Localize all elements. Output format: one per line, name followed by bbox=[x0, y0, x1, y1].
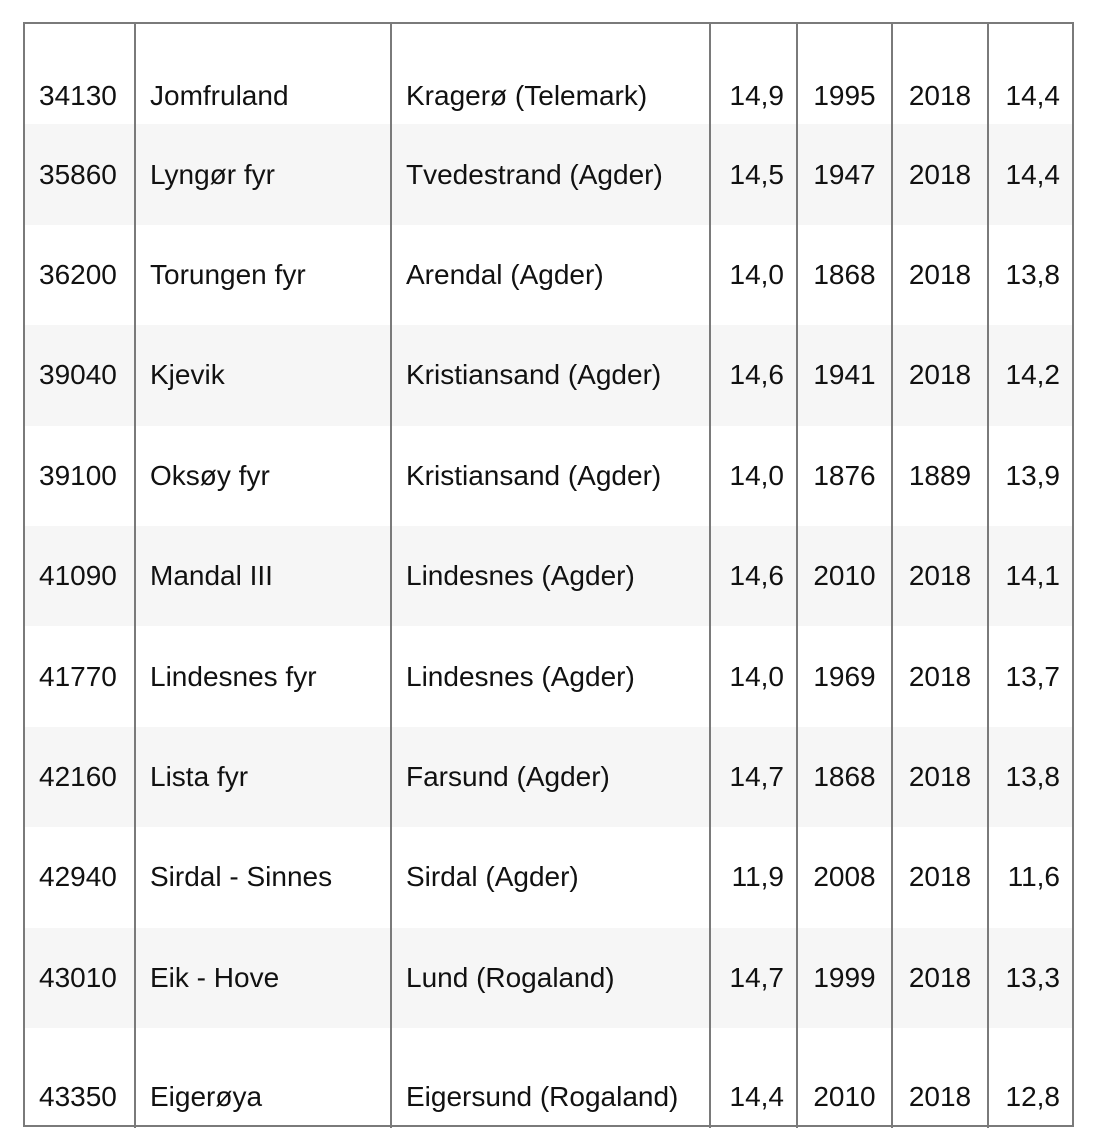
value-cell: 13,7 bbox=[988, 626, 1072, 726]
municipality-cell: Sirdal (Agder) bbox=[391, 827, 710, 927]
start-year-cell: 1969 bbox=[797, 626, 892, 726]
end-year-cell: 2018 bbox=[892, 727, 988, 827]
table-row bbox=[25, 1028, 1072, 1128]
station-name-cell: Lista fyr bbox=[135, 727, 391, 827]
municipality-cell: Kristiansand (Agder) bbox=[391, 325, 710, 425]
start-year-cell: 1868 bbox=[797, 225, 892, 325]
station-name-cell: Eigerøya bbox=[135, 1028, 391, 1128]
table-row bbox=[25, 626, 1072, 726]
value-cell: 14,0 bbox=[710, 626, 797, 726]
station-id-cell: 39100 bbox=[39, 459, 117, 491]
value-cell: 14,4 bbox=[710, 1028, 797, 1128]
start-year-cell: 1941 bbox=[797, 325, 892, 425]
municipality-cell: Lindesnes (Agder) bbox=[391, 626, 710, 726]
start-year-cell: 2008 bbox=[797, 827, 892, 927]
station-name-cell: Lyngør fyr bbox=[135, 124, 391, 224]
end-year-cell: 2018 bbox=[892, 526, 988, 626]
start-year-cell: 2010 bbox=[797, 1028, 892, 1128]
table-row bbox=[25, 827, 1072, 927]
end-year-cell: 2018 bbox=[892, 928, 988, 1028]
end-year-cell: 2018 bbox=[892, 827, 988, 927]
value-cell: 13,3 bbox=[988, 928, 1072, 1028]
station-name-cell: Eik - Hove bbox=[135, 928, 391, 1028]
value-cell: 14,4 bbox=[988, 124, 1072, 224]
end-year-cell: 2018 bbox=[892, 1028, 988, 1128]
municipality-cell: Eigersund (Rogaland) bbox=[391, 1028, 710, 1128]
municipality-cell: Farsund (Agder) bbox=[391, 727, 710, 827]
station-id-cell: 43010 bbox=[25, 928, 135, 1028]
station-name-cell: Torungen fyr bbox=[135, 225, 391, 325]
value-cell: 13,8 bbox=[988, 225, 1072, 325]
station-id-cell: 36200 bbox=[39, 258, 117, 290]
value-cell: 14,7 bbox=[710, 727, 797, 827]
value-cell: 14,5 bbox=[710, 124, 797, 224]
station-name-cell: Jomfruland bbox=[135, 24, 391, 124]
municipality-cell: Lindesnes (Agder) bbox=[391, 526, 710, 626]
start-year-cell: 1947 bbox=[797, 124, 892, 224]
table-row bbox=[25, 727, 1072, 827]
station-name-cell: Kjevik bbox=[135, 325, 391, 425]
end-year-cell: 2018 bbox=[892, 124, 988, 224]
end-year-cell: 2018 bbox=[892, 325, 988, 425]
station-name-cell: Lindesnes fyr bbox=[135, 626, 391, 726]
value-cell: 14,1 bbox=[988, 526, 1072, 626]
table-body bbox=[25, 24, 1072, 1128]
station-id-cell: 41090 bbox=[25, 526, 135, 626]
table-row bbox=[25, 526, 1072, 626]
start-year-cell: 2010 bbox=[797, 526, 892, 626]
municipality-cell: Arendal (Agder) bbox=[391, 225, 710, 325]
value-cell: 14,4 bbox=[988, 24, 1072, 124]
value-cell: 12,8 bbox=[988, 1028, 1072, 1128]
municipality-cell: Lund (Rogaland) bbox=[391, 928, 710, 1028]
station-table bbox=[23, 22, 1074, 1127]
value-cell: 14,9 bbox=[710, 24, 797, 124]
station-id-cell: 41770 bbox=[39, 660, 117, 692]
table-row bbox=[25, 325, 1072, 425]
value-cell: 11,9 bbox=[710, 827, 797, 927]
value-cell: 14,0 bbox=[710, 426, 797, 526]
value-cell: 14,6 bbox=[710, 325, 797, 425]
value-cell: 14,7 bbox=[710, 928, 797, 1028]
municipality-cell: Kristiansand (Agder) bbox=[391, 426, 710, 526]
station-name-cell: Oksøy fyr bbox=[135, 426, 391, 526]
table-row bbox=[25, 225, 1072, 325]
end-year-cell: 2018 bbox=[892, 225, 988, 325]
end-year-cell: 2018 bbox=[892, 24, 988, 124]
station-table-grid bbox=[25, 24, 1072, 1128]
value-cell: 11,6 bbox=[988, 827, 1072, 927]
value-cell: 13,8 bbox=[988, 727, 1072, 827]
value-cell: 13,9 bbox=[988, 426, 1072, 526]
station-name-cell: Mandal III bbox=[135, 526, 391, 626]
value-cell: 14,0 bbox=[710, 225, 797, 325]
start-year-cell: 1999 bbox=[797, 928, 892, 1028]
station-id-cell: 42160 bbox=[25, 727, 135, 827]
station-id-cell: 42940 bbox=[39, 861, 117, 893]
start-year-cell: 1868 bbox=[797, 727, 892, 827]
municipality-cell: Tvedestrand (Agder) bbox=[391, 124, 710, 224]
end-year-cell: 2018 bbox=[892, 626, 988, 726]
station-name-cell: Sirdal - Sinnes bbox=[135, 827, 391, 927]
table-row bbox=[25, 24, 1072, 124]
station-id-cell: 35860 bbox=[25, 124, 135, 224]
station-id-cell: 39040 bbox=[25, 325, 135, 425]
value-cell: 14,2 bbox=[988, 325, 1072, 425]
table-row bbox=[25, 928, 1072, 1028]
station-id-cell: 43350 bbox=[39, 1081, 117, 1113]
station-id-cell: 34130 bbox=[39, 80, 117, 112]
start-year-cell: 1876 bbox=[797, 426, 892, 526]
table-row bbox=[25, 124, 1072, 224]
table-row bbox=[25, 426, 1072, 526]
start-year-cell: 1995 bbox=[797, 24, 892, 124]
value-cell: 14,6 bbox=[710, 526, 797, 626]
municipality-cell: Kragerø (Telemark) bbox=[391, 24, 710, 124]
end-year-cell: 1889 bbox=[892, 426, 988, 526]
